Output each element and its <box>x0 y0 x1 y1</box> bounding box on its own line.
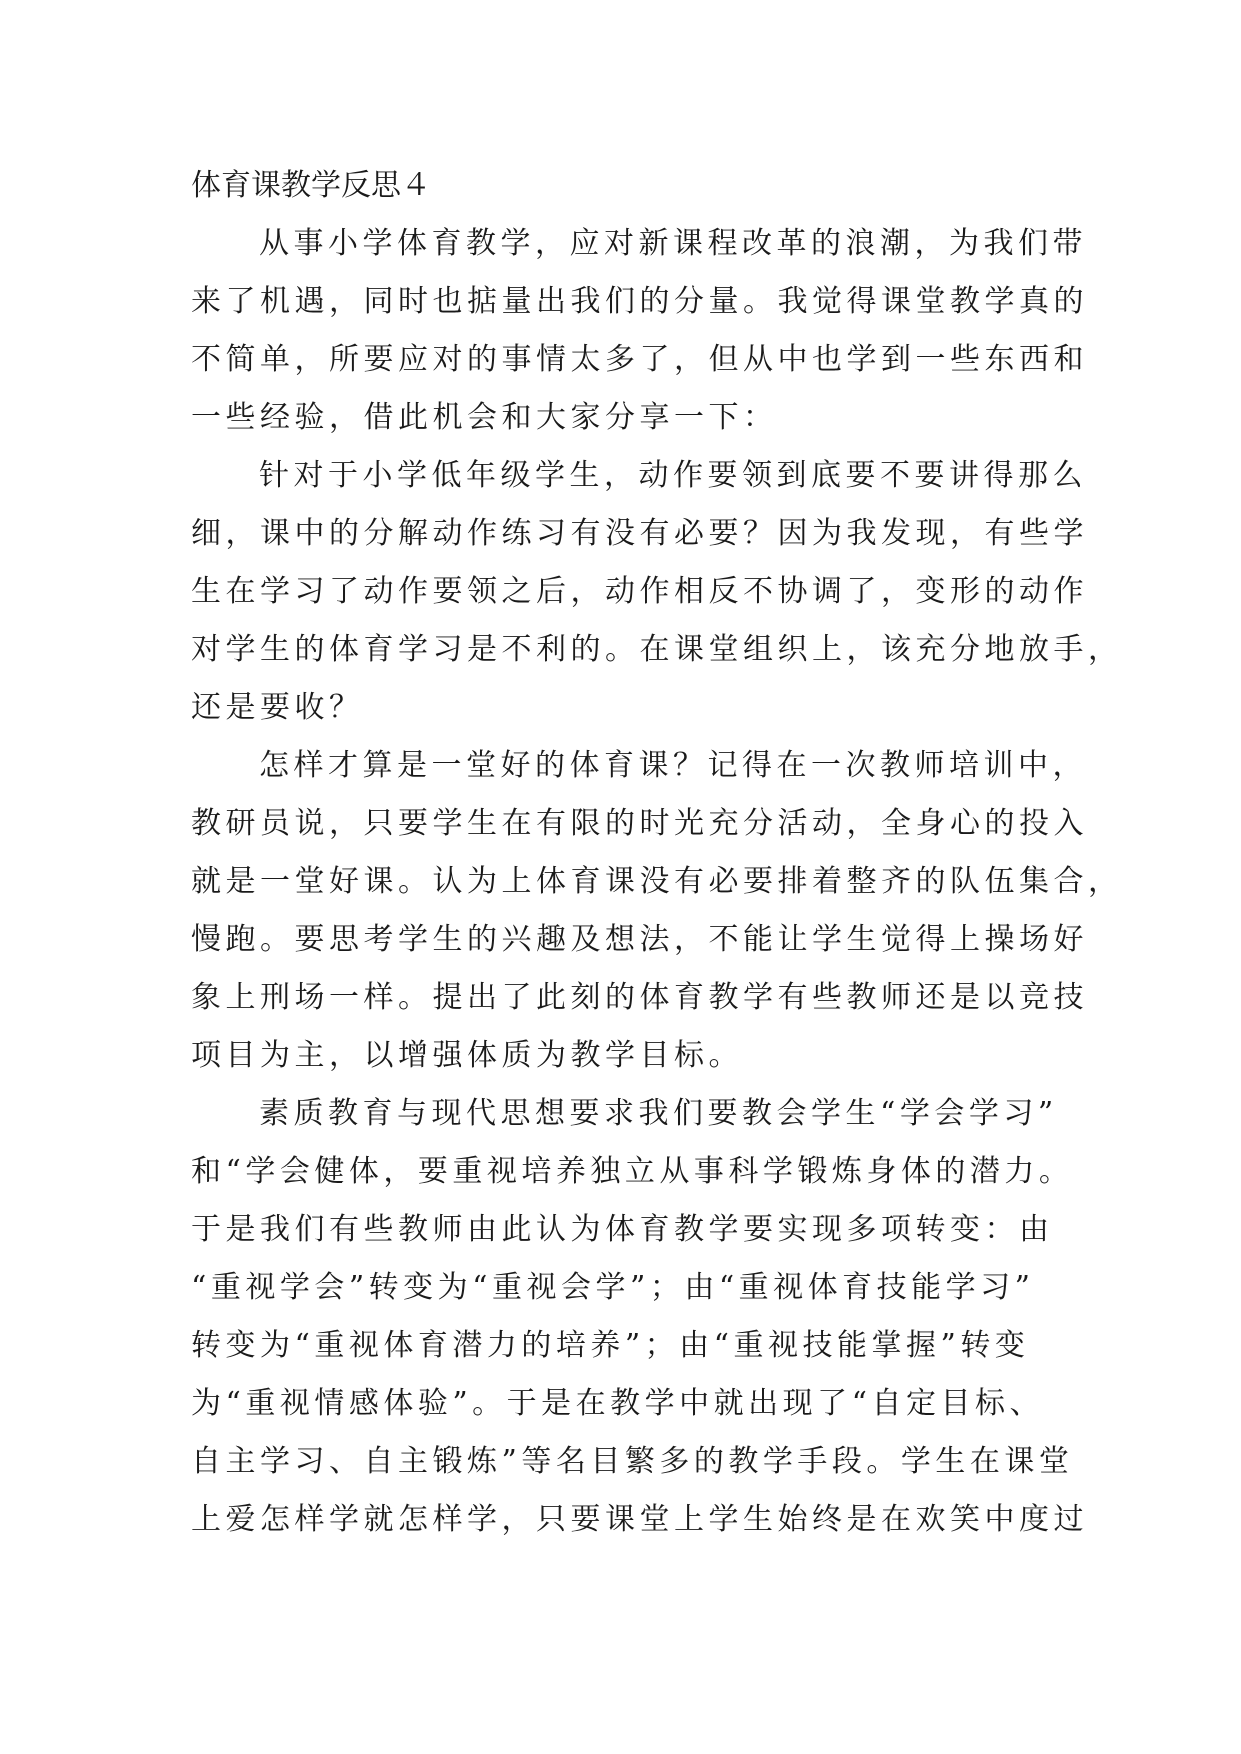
text-line: 为“重视情感体验”。于是在教学中就出现了“自定目标、 <box>191 1386 1045 1421</box>
document-title: 体育课教学反思４ <box>191 168 431 203</box>
text-line: 一些经验，借此机会和大家分享一下： <box>191 400 778 435</box>
text-line: 细，课中的分解动作练习有没有必要？因为我发现，有些学 <box>191 516 1088 551</box>
text-line: 项目为主，以增强体质为教学目标。 <box>191 1038 743 1073</box>
paragraph-first-line: 怎样才算是一堂好的体育课？记得在一次教师培训中， <box>259 748 1087 783</box>
text-line: 还是要收？ <box>191 690 364 725</box>
text-line: 来了机遇，同时也掂量出我们的分量。我觉得课堂教学真的 <box>191 284 1088 319</box>
text-line: 不简单，所要应对的事情太多了，但从中也学到一些东西和 <box>191 342 1088 377</box>
text-line: 和“学会健体，要重视培养独立从事科学锻炼身体的潜力。 <box>191 1154 1074 1189</box>
text-line: 自主学习、自主锻炼”等名目繁多的教学手段。学生在课堂 <box>191 1444 1074 1479</box>
text-line: 慢跑。要思考学生的兴趣及想法，不能让学生觉得上操场好 <box>191 922 1088 957</box>
document-text <box>191 215 1123 1549</box>
text-line: 象上刑场一样。提出了此刻的体育教学有些教师还是以竞技 <box>191 980 1088 1015</box>
text-line: “重视学会”转变为“重视会学”；由“重视体育技能学习” <box>191 1270 1035 1305</box>
text-line: 于是我们有些教师由此认为体育教学要实现多项转变：由 <box>191 1212 1054 1247</box>
text-line: 对学生的体育学习是不利的。在课堂组织上，该充分地放手， <box>191 632 1123 667</box>
text-line: 上爱怎样学就怎样学，只要课堂上学生始终是在欢笑中度过 <box>191 1502 1088 1537</box>
text-line: 教研员说，只要学生在有限的时光充分活动，全身心的投入 <box>191 806 1088 841</box>
text-line: 转变为“重视体育潜力的培养”；由“重视技能掌握”转变 <box>191 1328 1030 1363</box>
paragraph-first-line: 从事小学体育教学，应对新课程改革的浪潮，为我们带 <box>259 226 1087 261</box>
text-line: 就是一堂好课。认为上体育课没有必要排着整齐的队伍集合， <box>191 864 1123 899</box>
paragraph-first-line: 针对于小学低年级学生，动作要领到底要不要讲得那么 <box>259 458 1087 493</box>
text-line: 生在学习了动作要领之后，动作相反不协调了，变形的动作 <box>191 574 1088 609</box>
document-body <box>191 157 1123 1549</box>
paragraph-first-line: 素质教育与现代思想要求我们要教会学生“学会学习” <box>259 1096 1058 1131</box>
